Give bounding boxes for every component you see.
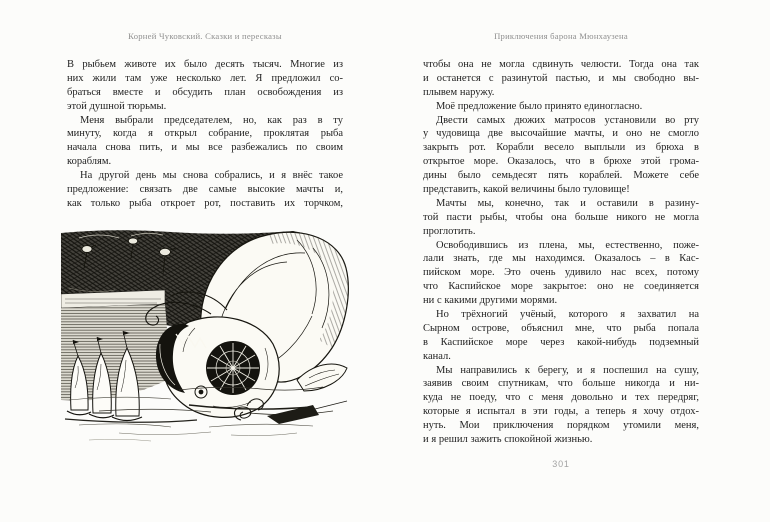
text-line: той пасти рыбы, чтобы она больше никого не могла	[423, 211, 699, 223]
text-line: нуть. Мои приключения порядком утомили меня,	[423, 420, 699, 432]
text-line: Двести самых дюжих матросов установили во рту	[436, 114, 699, 126]
page-number: 301	[552, 459, 570, 469]
text-line: которые я испытал в эти годы, а теперь я хочу отдох-	[423, 406, 699, 418]
left-page	[67, 0, 343, 522]
text-line: пийском море. Это очень удивило нас всех, потому	[423, 267, 699, 279]
text-line: как только рыба откроет рот, поставить их торчком,	[67, 197, 343, 209]
text-line: открытое море. Оказалось, что в брюхе этой грома-	[423, 156, 699, 168]
text-line: лали знать, где мы находимся. Оказалось – в Кас-	[423, 253, 699, 265]
text-line: них жили там уже несколько лет. Я предложил со-	[67, 72, 343, 84]
text-line: куда не поеду, что с меня довольно и тех передряг,	[423, 392, 699, 404]
right-text-column	[423, 58, 699, 447]
text-line: кораблям.	[67, 156, 112, 168]
text-line: На другой день мы снова собрались, и я внёс такое	[80, 170, 343, 182]
fish-mouth	[206, 341, 260, 395]
text-line: Мачты мы, конечно, так и оставили в разину-	[436, 197, 699, 209]
text-line: дины было семьдесят пять кораблей. Можете себе	[423, 170, 699, 182]
text-line: канал.	[423, 350, 451, 362]
right-page	[423, 0, 699, 522]
text-line: представить, какой величины было туловище!	[423, 184, 630, 196]
left-running-header: Корней Чуковский. Сказки и пересказы	[128, 31, 282, 41]
left-text-column	[67, 58, 343, 211]
text-line: проглотить.	[423, 225, 476, 237]
text-line: что Каспийское море закрытое: оно не соединяется	[423, 281, 699, 293]
text-line: Освободившись из плена, мы, естественно, поже-	[436, 239, 699, 251]
text-line: В рыбьем животе их было десять тысяч. Многие из	[67, 59, 343, 70]
text-line: Моё предложение было принято единогласно.	[436, 100, 643, 112]
text-line: Меня выбрали председателем, но, как раз в ту	[80, 114, 343, 126]
text-line: Но трёхногий учёный, которого я захватил на	[436, 309, 699, 321]
text-line: и я решил зажить спокойной жизнью.	[423, 434, 593, 446]
text-line: Мы направились к берегу, и я поспешил на сушу,	[436, 364, 699, 376]
text-line: минуту, когда я открыл собрание, проклятая рыба	[67, 128, 343, 140]
illustration-figure	[61, 228, 351, 447]
right-running-header: Приключения барона Мюнхаузена	[494, 31, 628, 41]
text-line: браться вместе и обсудить план освобождения из	[67, 86, 343, 98]
text-line: у чудовища две высочайшие мачты, и оно не смогло	[423, 128, 699, 140]
giant-fish-engraving-illustration	[61, 228, 351, 447]
text-line: заявив своим спутникам, что больше никогда и ни-	[423, 378, 699, 390]
text-line: чтобы она не могла сдвинуть челюсти. Тогда она так	[423, 59, 699, 70]
text-line: Сырном острове, объяснил мне, что рыба попала	[423, 322, 699, 334]
text-line: плывем наружу.	[423, 86, 495, 98]
text-line: этой душной тюрьмы.	[67, 100, 167, 112]
text-line: ни с какими другими морями.	[423, 295, 558, 307]
text-line: в Каспийское море через какой-нибудь подземный	[423, 336, 699, 348]
text-line: начала снова пить, и мы все разбежались по своим	[67, 142, 343, 154]
text-line: закрыть рот. Корабли весело выплыли из брюха в	[423, 142, 699, 154]
text-line: предложение: связать две самые высокие мачты и,	[67, 184, 343, 196]
text-line: и останется с разинутой пастью, и мы свободно вы-	[423, 72, 699, 84]
